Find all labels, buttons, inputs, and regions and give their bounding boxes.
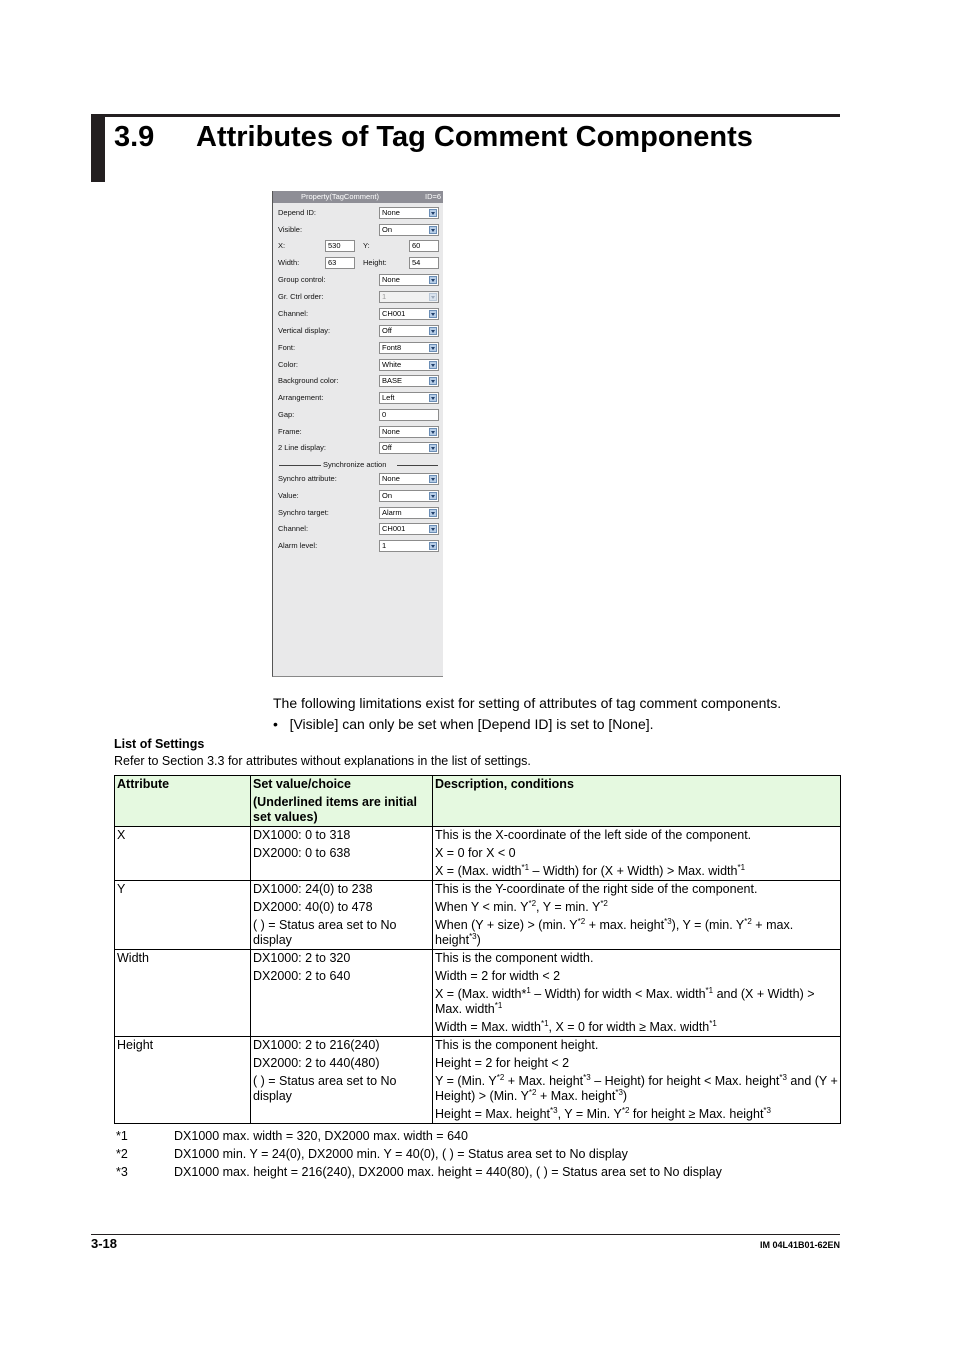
- value-label: Value:: [278, 491, 299, 500]
- table-row: [115, 1037, 841, 1124]
- list-reference: Refer to Section 3.3 for attributes without explanations in the list of settings.: [114, 754, 531, 768]
- chevron-down-icon: [429, 428, 437, 436]
- x-label: X:: [278, 241, 286, 250]
- chevron-down-icon: [429, 475, 437, 483]
- chevron-down-icon: [429, 310, 437, 318]
- sync-channel-dropdown[interactable]: [379, 523, 439, 535]
- intro-bullet: [273, 716, 654, 732]
- height-value: 54: [412, 258, 421, 267]
- color-value: White: [382, 360, 402, 369]
- table-row: [115, 950, 841, 1037]
- depend-id-value: None: [382, 208, 400, 217]
- row-size: [273, 257, 443, 269]
- row-background-color: [273, 375, 443, 387]
- section-number: 3.9: [114, 121, 155, 153]
- row-alarm-level: [273, 540, 443, 552]
- height-field[interactable]: [409, 257, 439, 269]
- header-set-value-label: Set value/choice: [253, 777, 351, 791]
- divider-line: [279, 465, 321, 466]
- color-label: Color:: [278, 360, 299, 369]
- chevron-down-icon: [429, 542, 437, 550]
- list-heading: List of Settings: [114, 737, 205, 751]
- visible-value: On: [382, 225, 393, 234]
- panel-title: Property(TagComment): [301, 192, 379, 201]
- row-group-control: [273, 274, 443, 286]
- table-row: [115, 881, 841, 950]
- footnote-text: DX1000 max. height = 216(240), DX2000 max. height = 440(80), ( ) = Status area set to No display: [174, 1165, 722, 1179]
- row-channel: [273, 308, 443, 320]
- description-line: When (Y + size) > (min. $Y^{*2} + \max$. height$^{*3}$), Y = (min. $Y^{*2} + \max$. height$^{*3}$): [435, 916, 794, 947]
- gap-label: Gap:: [278, 410, 295, 419]
- set-value: DX2000: 2 to 440(480): [253, 1056, 380, 1070]
- value-value: On: [382, 491, 393, 500]
- font-label: Font:: [278, 343, 296, 352]
- width-label: Width:: [278, 258, 300, 267]
- set-values-height: [251, 1037, 433, 1124]
- background-color-label: Background color:: [278, 376, 339, 385]
- footnote-text: DX1000 max. width = 320, DX2000 max. width = 640: [174, 1129, 468, 1143]
- row-xy: [273, 240, 443, 252]
- width-value: 63: [328, 258, 337, 267]
- header-set-value-note: (Underlined items are initial set values): [253, 795, 417, 824]
- set-value: ( ) = Status area set to No display: [253, 918, 397, 947]
- two-line-display-value: Off: [382, 443, 392, 452]
- divider-line: [397, 465, 438, 466]
- font-dropdown[interactable]: [379, 342, 439, 354]
- row-synchro-attribute: [273, 473, 443, 485]
- gap-value: 0: [382, 410, 387, 419]
- header-attribute: Attribute: [115, 776, 251, 827]
- row-arrangement: [273, 392, 443, 404]
- y-field[interactable]: [409, 240, 439, 252]
- synchronize-action-divider: [273, 459, 443, 471]
- arrangement-label: Arrangement:: [278, 393, 324, 402]
- bullet-text: [Visible] can only be set when [Depend ID] is set to [None].: [289, 716, 654, 732]
- header-description: Description, conditions: [433, 776, 841, 827]
- vertical-display-label: Vertical display:: [278, 326, 331, 335]
- chevron-down-icon: [429, 226, 437, 234]
- description-x: [433, 827, 841, 881]
- footnote-mark: *3: [116, 1165, 128, 1179]
- vertical-display-value: Off: [382, 326, 392, 335]
- chevron-down-icon: [429, 377, 437, 385]
- alarm-level-value: 1: [382, 541, 387, 550]
- description-line: This is the component height.: [435, 1038, 599, 1052]
- settings-table: [114, 775, 841, 1124]
- sync-channel-label: Channel:: [278, 524, 309, 533]
- group-control-label: Group control:: [278, 275, 326, 284]
- row-frame: [273, 426, 443, 438]
- description-line: Y = (Min. $Y^{*2}$ + Max. height$^{*3}$ – Height) for height < Max. height$^{*3}$ and (Y + Height) > (Min. $Y^{*2}$ + Max. height$^{*3}$): [435, 1072, 838, 1103]
- row-synchro-target: [273, 507, 443, 519]
- synchro-attribute-value: None: [382, 474, 400, 483]
- chevron-down-icon: [429, 444, 437, 452]
- row-sync-channel: [273, 523, 443, 535]
- chevron-down-icon: [429, 509, 437, 517]
- y-value: 60: [412, 241, 421, 250]
- x-field[interactable]: [325, 240, 355, 252]
- synchro-attribute-dropdown[interactable]: [379, 473, 439, 485]
- frame-label: Frame:: [278, 427, 302, 436]
- frame-value: None: [382, 427, 400, 436]
- panel-id: ID=6: [425, 192, 442, 201]
- set-value: ( ) = Status area set to No display: [253, 1074, 397, 1103]
- description-y: [433, 881, 841, 950]
- set-value: DX2000: 40(0) to 478: [253, 900, 373, 914]
- group-control-value: None: [382, 275, 400, 284]
- chevron-down-icon: [429, 525, 437, 533]
- description-line: X = (Max. width*$^1$ – Width) for width < Max. width$^{*1}$ and (X + Width) > Max. width$^{*1}$: [435, 985, 815, 1016]
- value-dropdown[interactable]: [379, 490, 439, 502]
- row-vertical-display: [273, 325, 443, 337]
- intro-text: The following limitations exist for setting of attributes of tag comment components.: [273, 695, 782, 711]
- set-value: DX2000: 0 to 638: [253, 846, 351, 860]
- channel-dropdown[interactable]: [379, 308, 439, 320]
- x-value: 530: [328, 241, 341, 250]
- row-visible: [273, 224, 443, 236]
- arrangement-dropdown[interactable]: [379, 392, 439, 404]
- two-line-display-label: 2 Line display:: [278, 443, 326, 452]
- description-line: This is the Y-coordinate of the right side of the component.: [435, 882, 758, 896]
- bullet-mark: •: [273, 716, 290, 732]
- row-value: [273, 490, 443, 502]
- attr-x: X: [115, 827, 251, 881]
- font-value: Font8: [382, 343, 402, 352]
- description-line: Width = 2 for width < 2: [435, 969, 561, 983]
- synchro-target-label: Synchro target:: [278, 508, 329, 517]
- set-value: DX1000: 0 to 318: [253, 828, 351, 842]
- description-line: This is the X-coordinate of the left side of the component.: [435, 828, 752, 842]
- height-label: Height:: [363, 258, 387, 267]
- description-line: X = (Max. width$^{*1}$ – Width) for (X + Width) > Max. width$^{*1}$: [435, 862, 746, 878]
- two-line-display-dropdown[interactable]: [379, 442, 439, 454]
- set-values-width: [251, 950, 433, 1037]
- frame-dropdown[interactable]: [379, 426, 439, 438]
- row-font: [273, 342, 443, 354]
- row-gr-ctrl-order: [273, 291, 443, 303]
- document-id: IM 04L41B01-62EN: [759, 1240, 840, 1250]
- attr-height: Height: [115, 1037, 251, 1124]
- synchro-attribute-label: Synchro attribute:: [278, 474, 337, 483]
- channel-label: Channel:: [278, 309, 309, 318]
- property-panel: [272, 191, 443, 677]
- description-line: Width = Max. width$^{*1}$, X = 0 for width ≥ Max. width$^{*1}$: [435, 1018, 717, 1034]
- synchronize-action-label: Synchronize action: [323, 460, 387, 469]
- group-control-dropdown[interactable]: [379, 274, 439, 286]
- row-two-line-display: [273, 442, 443, 454]
- header-set-value: [251, 776, 433, 827]
- set-values-y: [251, 881, 433, 950]
- synchro-target-dropdown[interactable]: [379, 507, 439, 519]
- visible-dropdown[interactable]: [379, 224, 439, 236]
- table-header-row: [115, 776, 841, 827]
- page-number: 3-18: [91, 1236, 118, 1251]
- section-marker-bar: [91, 114, 105, 182]
- gr-ctrl-order-dropdown[interactable]: [379, 291, 439, 303]
- channel-value: CH001: [382, 309, 406, 318]
- synchro-target-value: Alarm: [382, 508, 402, 517]
- row-gap: [273, 409, 443, 421]
- footnote-text: DX1000 min. Y = 24(0), DX2000 min. Y = 40(0), ( ) = Status area set to No display: [174, 1147, 628, 1161]
- set-value: DX1000: 24(0) to 238: [253, 882, 373, 896]
- footer-rule: [91, 1234, 840, 1235]
- chevron-down-icon: [429, 209, 437, 217]
- footnote-mark: *2: [116, 1147, 128, 1161]
- attr-width: Width: [115, 950, 251, 1037]
- sync-channel-value: CH001: [382, 524, 406, 533]
- set-value: DX1000: 2 to 216(240): [253, 1038, 380, 1052]
- color-dropdown[interactable]: [379, 359, 439, 371]
- gap-field[interactable]: [379, 409, 439, 421]
- row-depend-id: [273, 207, 443, 219]
- gr-ctrl-order-label: Gr. Ctrl order:: [278, 292, 324, 301]
- arrangement-value: Left: [382, 393, 395, 402]
- chevron-down-icon: [429, 394, 437, 402]
- chevron-down-icon: [429, 293, 437, 301]
- section-title: Attributes of Tag Comment Components: [196, 121, 753, 153]
- chevron-down-icon: [429, 361, 437, 369]
- description-line: This is the component width.: [435, 951, 594, 965]
- attr-y: Y: [115, 881, 251, 950]
- background-color-value: BASE: [382, 376, 403, 385]
- description-line: Height = Max. height$^{*3}$, Y = Min. $Y^{*2}$ for height ≥ Max. height$^{*3}$: [435, 1105, 771, 1121]
- description-line: When Y < min. $Y^{*2}$, Y = min. $Y^{*2}$: [435, 898, 608, 914]
- chevron-down-icon: [429, 344, 437, 352]
- footnote-mark: *1: [116, 1129, 128, 1143]
- gr-ctrl-order-value: 1: [382, 292, 387, 301]
- chevron-down-icon: [429, 492, 437, 500]
- vertical-display-dropdown[interactable]: [379, 325, 439, 337]
- table-row: [115, 827, 841, 881]
- visible-label: Visible:: [278, 225, 303, 234]
- description-line: X = 0 for X < 0: [435, 846, 516, 860]
- depend-id-label: Depend ID:: [278, 208, 316, 217]
- background-color-dropdown[interactable]: [379, 375, 439, 387]
- set-value: DX2000: 2 to 640: [253, 969, 351, 983]
- chevron-down-icon: [429, 276, 437, 284]
- y-label: Y:: [363, 241, 370, 250]
- width-field[interactable]: [325, 257, 355, 269]
- header-rule: [105, 114, 840, 117]
- panel-title-bar: [273, 191, 443, 203]
- alarm-level-label: Alarm level:: [278, 541, 318, 550]
- description-width: [433, 950, 841, 1037]
- set-values-x: [251, 827, 433, 881]
- alarm-level-dropdown[interactable]: [379, 540, 439, 552]
- description-line: Height = 2 for height < 2: [435, 1056, 570, 1070]
- row-color: [273, 359, 443, 371]
- description-height: [433, 1037, 841, 1124]
- set-value: DX1000: 2 to 320: [253, 951, 351, 965]
- chevron-down-icon: [429, 327, 437, 335]
- depend-id-dropdown[interactable]: [379, 207, 439, 219]
